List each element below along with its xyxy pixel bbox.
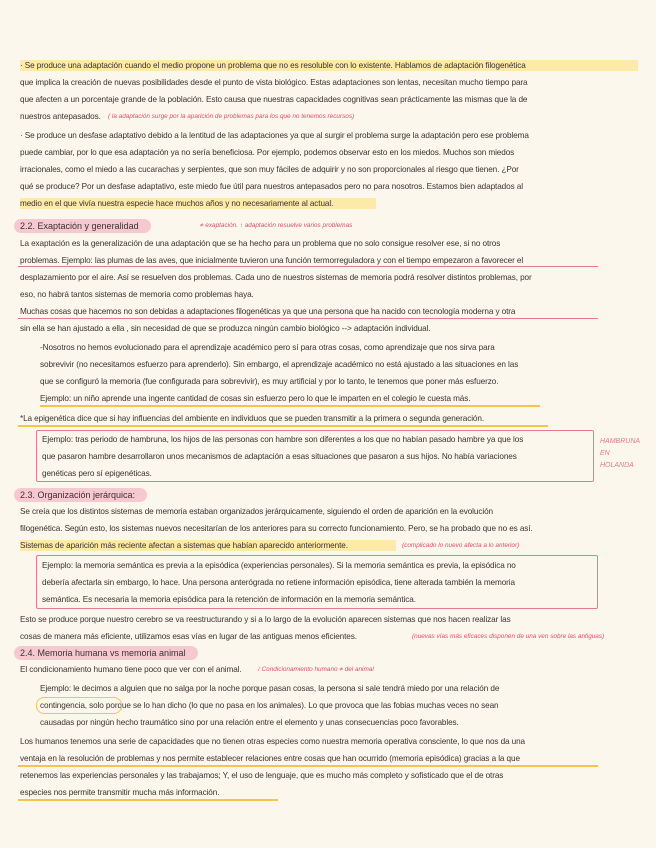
p9-line-1: Esto se produce porque nuestro cerebro se va reestructurando y si a lo largo de la evolución aparecen sistemas que nos hacen realizar las (20, 615, 511, 624)
p1-line-2: que implica la creación de nuevas posibilidades desde el punto de vista biológico. Estas adaptaciones son lentas, necesitan mucho tiempo para (20, 78, 528, 87)
p1-line-1: · Se produce una adaptación cuando el medio propone un problema que no es resoluble con lo existente. Hablamos de adaptación filogenética (20, 60, 638, 71)
p3-line-4: eso, no habrá tantos sistemas de memoria como problemas haya. (20, 290, 254, 299)
note-organizacion: (complicado lo nuevo afecta a lo anterior) (402, 542, 520, 549)
p2-line-1: · Se produce un desfase adaptativo debido a la lentitud de las adaptaciones ya que al surgir el problema surge la adaptación pero ese problema (20, 131, 529, 140)
p10-line: El condicionamiento humano tiene poco que ver con el animal. (20, 665, 242, 674)
p4-line-3: que se configuró la memoria (fue configurada para sobrevivir), es muy artificial y por lo tanto, le tenemos que poner más esfuerzo. (40, 377, 499, 386)
p6-line-3: genéticas pero sí epigenéticas. (42, 469, 152, 478)
p12-line-4: especies nos permite transmitir mucha más información. (20, 788, 220, 797)
yellow-underline-p4 (40, 405, 540, 407)
p9-line-2: cosas de manera más eficiente, utilizamos esas vías en lugar de las antiguas menos eficientes. (20, 632, 357, 641)
p12-line-2: ventaja en la resolución de problemas y nos permite establecer relaciones entre cosas que han ocurrido (memoria episódica) gracias a la que (20, 754, 520, 763)
heading-organizacion: 2.3. Organización jerárquica: (14, 488, 147, 502)
p3-line-1: La exaptación es la generalización de una adaptación que se ha hecho para un problema que no solo consigue resolver ese, si no otros (20, 239, 501, 248)
circle-contingencia (36, 697, 122, 714)
p1-line-4: nuestros antepasados. (20, 112, 101, 121)
p6-line-2: que pasaron hambre desarrollaron unos mecanismos de adaptación a esas situaciones que pasaron a sus hijos. No había variaciones (42, 452, 517, 461)
note-exaptacion: ≠ exaptación. ↑ adaptación resuelve varios problemas (200, 222, 353, 229)
p7-line-3: Sistemas de aparición más reciente afectan a sistemas que habían aparecido anteriormente. (20, 540, 396, 551)
heading-exaptacion: 2.2. Exaptación y generalidad (14, 219, 151, 233)
p3-line-3: desplazamiento por el aire. Así se resuelven dos problemas. Cada uno de nuestros sistemas de memoria podrá resolver distintos problemas, por (20, 273, 532, 282)
p3-line-5: Muchas cosas que hacemos no son debidas a adaptaciones filogenéticas ya que una persona que ha nacido con tecnología moderna y otra (20, 307, 516, 316)
p3-line-6: sin ella se han ajustado a ella , sin necesidad de que se produzca ningún cambio biológico --> adaptación individual. (20, 324, 431, 333)
p7-line-1: Se creía que los distintos sistemas de memoria estaban organizados jerárquicamente, siguiendo el orden de aparición en la evolución (20, 507, 493, 516)
p7-line-2: filogenética. Según esto, los sistemas nuevos necesitarían de los anteriores para su correcto funcionamiento. Pero, se ha probado que no es así. (20, 524, 533, 533)
epigenetica-line: *La epigenética dice que si hay influencias del ambiente en individuos que se pueden transmitir a la primera o segunda generación. (20, 414, 485, 423)
p11-line-3: causadas por ningún hecho traumático sino por una relación entre el elemento y unas consecuencias poco favorables. (40, 718, 459, 727)
p2-line-2: puede cambiar, por lo que esa adaptación ya no sería beneficiosa. Por ejemplo, podemos observar esto en los miedos. Muchos son miedos (20, 148, 515, 157)
p12-line-1: Los humanos tenemos una serie de capacidades que no tienen otras especies como nuestra memoria operativa consciente, lo que nos da una (20, 737, 526, 746)
p6-line-1: Ejemplo: tras periodo de hambruna, los hijos de las personas con hambre son diferentes a los que no habían pasado hambre ya que los (42, 435, 524, 444)
yellow-underline-p12 (18, 765, 598, 767)
p1-line-3: que afecten a un porcentaje grande de la población. Esto causa que nuestras capacidades cognitivas sean prácticamente las mismas que la de (20, 95, 528, 104)
p8-line-2: debería afectarla sin embargo, lo hace. Una persona anterógrada no retiene información episódica, tiene alterada también la memoria (42, 578, 515, 587)
p4-line-4: Ejemplo: un niño aprende una ingente cantidad de cosas sin esfuerzo pero lo que le imparten en el colegio le cuesta más. (40, 394, 471, 403)
note-condicionamiento: / Condicionamiento humano ≠ del animal (258, 666, 374, 673)
note-adaptacion: ( la adaptación surge por la aparición de problemas para los que no tenemos recursos) (108, 113, 355, 120)
yellow-underline-p12b (18, 799, 278, 801)
p8-line-1: Ejemplo: la memoria semántica es previa a la episódica (experiencias personales). Si la memoria semántica es previa, la episódica no (42, 561, 516, 570)
side-note-line-1: HAMBRUNA (600, 438, 641, 445)
p2-line-4: qué se produce? Por un desfase adaptativo, este miedo fue útil para nuestros antepasados pero no para nosotros. Estamos bien adaptados al (20, 182, 523, 191)
p12-line-3: retenemos las experiencias personales y las trabajamos; Y, el uso de lenguaje, que es mucho más completo y sofisticado que el de otras (20, 771, 504, 780)
p2-line-3: irracionales, como el miedo a las cucarachas y serpientes, que son muy fáciles de adquirir y no son proporcionales al riesgo que tienen. ¿Por (20, 165, 519, 174)
side-note-hambruna (600, 436, 640, 472)
p4-line-2: sobrevivir (no necesitamos esfuerzo para aprenderlo). Sin embargo, el aprendizaje académico no está ajustado a las situaciones en las (40, 360, 519, 369)
p3-line-2: problemas. Ejemplo: las plumas de las aves, que inicialmente tuvieron una función termorreguladora y con el tiempo empezaron a favorecer el (20, 256, 524, 265)
p4-line-1: -Nosotros no hemos evolucionado para el aprendizaje académico pero sí para otras cosas, como aprendizaje que nos sirva para (40, 343, 495, 352)
side-note-line-3: HOLANDA (600, 462, 634, 469)
side-note-line-2: EN (600, 450, 610, 457)
underline-p3 (18, 266, 598, 267)
underline-p3b (18, 318, 598, 319)
p2-line-5: medio en el que vivía nuestra especie hace muchos años y no necesariamente al actual. (20, 198, 376, 209)
note-vias: (nuevas vías más eficaces disponen de una ven sobre las antiguas) (412, 633, 605, 640)
p11-line-2: contingencia, solo porque se lo han dicho (lo que no pasa en los animales). Lo que provoca que las fobias muchas veces no sean (40, 701, 499, 710)
yellow-underline-p5 (18, 425, 548, 427)
p8-line-3: semántica. Es necesaria la memoria episódica para la retención de información en la memoria semántica. (42, 595, 416, 604)
p11-line-1: Ejemplo: le decimos a alguien que no salga por la noche porque pasan cosas, la persona si sale tendrá miedo por una relación de (40, 684, 500, 693)
heading-memoria-humana: 2.4. Memoria humana vs memoria animal (14, 646, 198, 660)
